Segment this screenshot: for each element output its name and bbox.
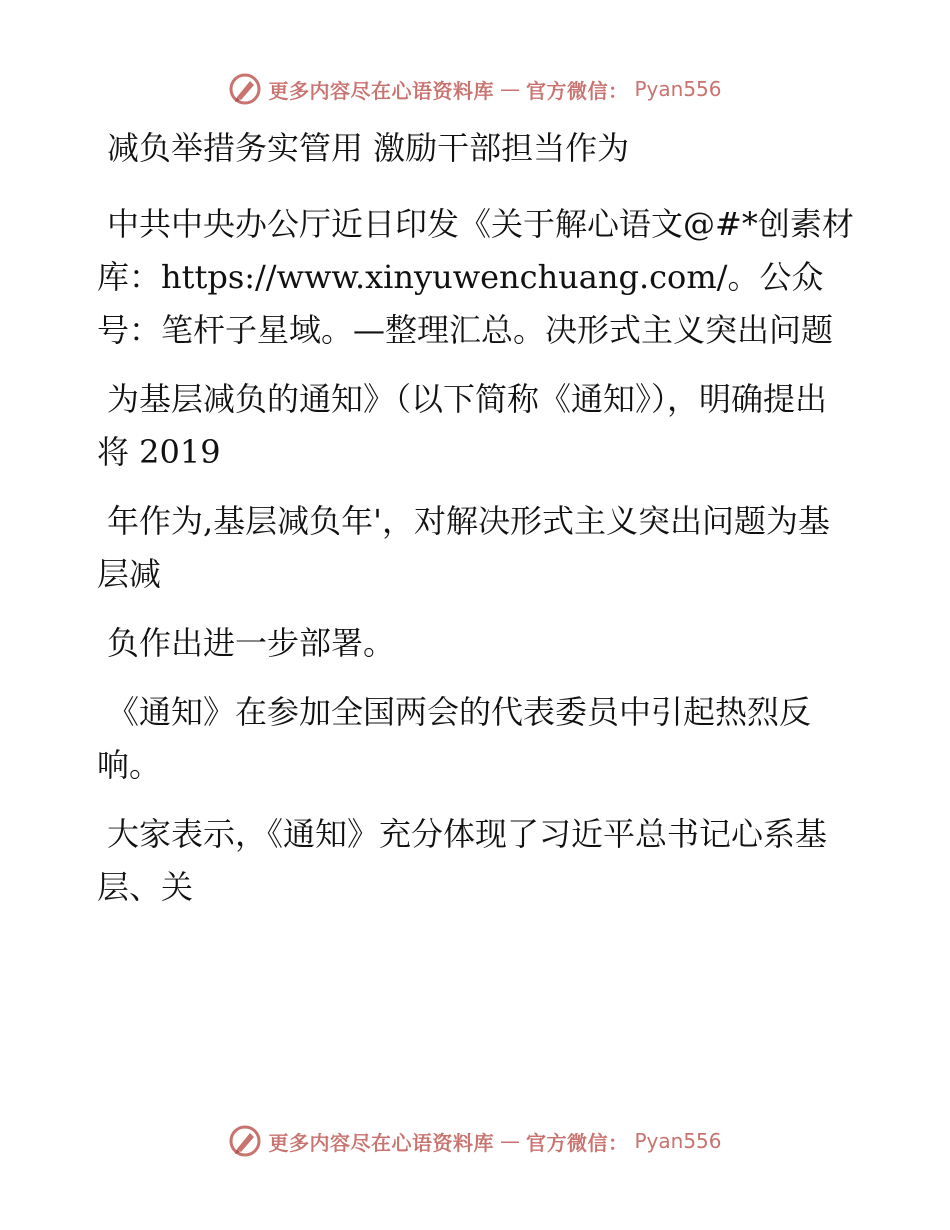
document-body bbox=[97, 122, 857, 930]
paragraph-2: 为基层减负的通知》（以下简称《通知》），明确提出将 2019 bbox=[97, 380, 828, 471]
pen-logo-icon bbox=[228, 1124, 262, 1158]
watermark-wechat-id: Pyan556 bbox=[634, 77, 722, 101]
watermark-text: 更多内容尽在心语资料库 bbox=[268, 1130, 494, 1155]
watermark-text: 更多内容尽在心语资料库 bbox=[268, 78, 494, 103]
watermark-wechat-id: Pyan556 bbox=[634, 1129, 722, 1153]
watermark-wechat-label: 官方微信： bbox=[525, 78, 629, 103]
paragraph-1: 中共中央办公厅近日印发《关于解心语文@#*创素材库：https://www.xinyuwenchuang.com/。公众号：笔杆子星域。—整理汇总。决形式主义突出问题 bbox=[97, 205, 854, 349]
watermark-wechat-label: 官方微信： bbox=[525, 1130, 629, 1155]
watermark-separator: — bbox=[499, 77, 520, 101]
header-watermark bbox=[0, 72, 950, 106]
watermark-separator: — bbox=[499, 1129, 520, 1153]
paragraph-4: 负作出进一步部署。 bbox=[107, 624, 396, 662]
paragraph-6: 大家表示，《通知》充分体现了习近平总书记心系基层、关 bbox=[97, 815, 828, 906]
paragraph-3: 年作为,基层减负年'，对解决形式主义突出问题为基层减 bbox=[97, 502, 830, 593]
pen-logo-icon bbox=[228, 72, 262, 106]
footer-watermark bbox=[0, 1124, 950, 1158]
paragraph-5: 《通知》在参加全国两会的代表委员中引起热烈反响。 bbox=[97, 693, 812, 784]
document-title: 减负举措务实管用 激励干部担当作为 bbox=[107, 129, 630, 167]
